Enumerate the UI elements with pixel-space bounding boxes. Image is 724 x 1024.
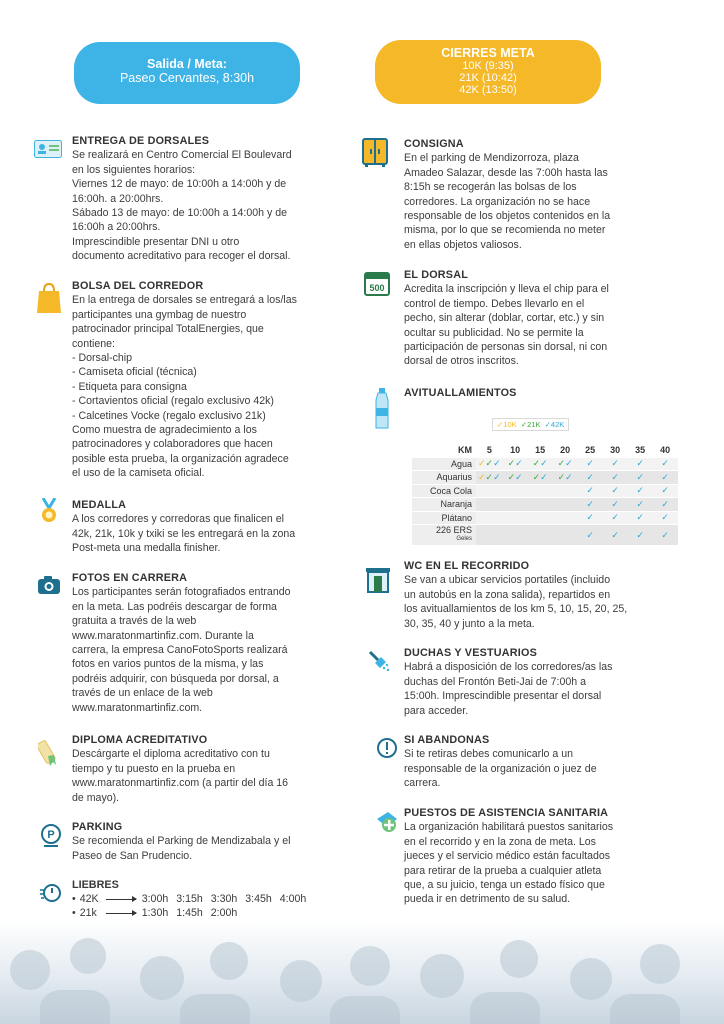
section-title: SI ABANDONAS — [404, 734, 490, 746]
check-42k-icon: ✓ — [493, 471, 501, 482]
check-cell — [553, 525, 578, 546]
pace-time: 4:00h — [279, 893, 307, 905]
check-42k-icon: ✓ — [661, 485, 669, 496]
check-cell — [578, 525, 603, 546]
avituallamientos-table — [412, 444, 678, 546]
check-cell — [503, 498, 528, 512]
check-cell — [578, 457, 603, 471]
check-cell — [653, 457, 678, 471]
liebres-row-21k: • 21k 1:30h 1:45h 2:00h — [72, 907, 238, 919]
check-42k-icon: ✓ — [636, 471, 644, 482]
pace-time: 3:15h — [176, 893, 203, 905]
arrow-icon — [106, 913, 136, 914]
check-21k-icon: ✓ — [507, 458, 516, 469]
check-cell — [578, 511, 603, 525]
pace-time: 3:30h — [210, 893, 238, 905]
section-title: PUESTOS DE ASISTENCIA SANITARIA — [404, 807, 609, 819]
cierre-10k: 10K (9:35) — [462, 60, 514, 72]
liebres-section — [72, 878, 314, 920]
section-title: BOLSA DEL CORREDOR — [72, 280, 204, 292]
item-subtitle: Geles — [456, 536, 472, 542]
liebres-distance: 42K — [79, 893, 99, 905]
duchas-section — [404, 646, 650, 718]
check-21k-icon: ✓ — [507, 471, 516, 482]
check-42k-icon: ✓ — [540, 471, 548, 482]
table-row — [412, 457, 678, 471]
check-cell — [476, 484, 503, 498]
check-42k-icon: ✓ — [661, 498, 669, 509]
section-text: En el parking de Mendizorroza, plaza Amadeo Salazar, desde las 7:00h hasta las 8:15h se recogerán las bolsas de los corredores. La organización no se hace responsable de los objetos contenidos en la misma, por lo que se recomienda no meter en ellas objetos valiosos. — [404, 152, 611, 251]
check-42k-icon: ✓ — [565, 471, 573, 482]
asistencia-sanitaria-section — [404, 806, 650, 907]
section-title: CONSIGNA — [404, 138, 464, 150]
check-42k-icon: ✓ — [515, 458, 523, 469]
km-cell: 5 — [476, 444, 503, 457]
check-42k-icon: ✓ — [661, 471, 669, 482]
liebres-distance: 21k — [79, 907, 97, 919]
table-row — [412, 525, 678, 546]
km-cell: 15 — [528, 444, 553, 457]
check-42k-icon: ✓ — [586, 512, 594, 523]
fotos-carrera-section — [72, 571, 334, 715]
avituallamientos-legend — [492, 418, 569, 431]
warning-icon — [376, 737, 398, 759]
check-cell — [603, 498, 628, 512]
section-title: DIPLOMA ACREDITATIVO — [72, 734, 208, 746]
medalla-section — [72, 498, 334, 556]
check-42k-icon: ✓ — [661, 458, 669, 469]
pace-time: 1:30h — [141, 907, 169, 919]
section-title: DUCHAS Y VESTUARIOS — [404, 647, 537, 659]
legend-10k: ✓10K — [497, 420, 517, 429]
section-text: Descárgarte el diploma acreditativo con tu tiempo y tu puesto en la prueba en www.maratonmartinfiz.com (a partir del día 16 de mayo). — [72, 748, 289, 804]
check-cell — [653, 471, 678, 485]
check-cell — [476, 511, 503, 525]
check-cell — [528, 498, 553, 512]
check-cell — [628, 498, 653, 512]
section-text: Los participantes serán fotografiados entrando en la meta. Las podréis descargar de forma gratuita a través de la web www.maratonmartinfiz.com. Durante la carrera, la empresa CanoFotoSports realizará fotos en varios puntos de la misma, y las podréis adquirir, con búsqueda por dorsal, a través de un enlace de la web www.maratonmartinfiz.com. — [72, 586, 291, 714]
table-row — [412, 498, 678, 512]
salida-meta-banner — [74, 42, 300, 104]
check-42k-icon: ✓ — [586, 471, 594, 482]
dorsal-section — [404, 268, 650, 369]
item-name: 226 ERS Geles — [412, 525, 476, 546]
check-cell — [628, 525, 653, 546]
check-cell — [603, 511, 628, 525]
item-name: Coca Cola — [412, 484, 476, 498]
table-row — [412, 471, 678, 485]
km-cell: 40 — [653, 444, 678, 457]
diploma-section — [72, 733, 334, 805]
check-21k-icon: ✓ — [532, 458, 541, 469]
salida-title: Salida / Meta: — [147, 57, 227, 71]
liebres-row-42k: • 42K 3:00h 3:15h 3:30h 3:45h 4:00h — [72, 893, 307, 905]
check-cell — [476, 471, 503, 485]
check-cell — [528, 511, 553, 525]
section-text: Acredita la inscripción y lleva el chip para el control de tiempo. Debes llevarlo en el pecho, sin alterar (doblar, cortar, etc.) y sin ocultar su publicidad. No se permite la participación de personas sin dorsal, ni con dorsal de otros inscritos. — [404, 283, 609, 368]
pace-time: 3:00h — [141, 893, 169, 905]
check-42k-icon: ✓ — [636, 512, 644, 523]
section-title: ENTREGA DE DORSALES — [72, 135, 210, 147]
id-card-icon — [34, 140, 62, 158]
camera-icon — [38, 576, 60, 594]
check-cell — [553, 498, 578, 512]
check-21k-icon: ✓ — [557, 458, 566, 469]
check-cell — [476, 498, 503, 512]
table-header-row — [412, 444, 678, 457]
check-42k-icon: ✓ — [611, 458, 619, 469]
section-title: MEDALLA — [72, 499, 127, 511]
parking-pin-icon — [40, 824, 62, 850]
bolsa-corredor-section — [72, 279, 334, 481]
avituallamientos-section — [404, 386, 650, 400]
check-cell — [578, 484, 603, 498]
race-bib-icon — [364, 272, 390, 296]
cierres-title: CIERRES META — [441, 46, 535, 60]
medical-kit-icon — [374, 810, 400, 834]
check-42k-icon: ✓ — [636, 458, 644, 469]
check-42k-icon: ✓ — [586, 529, 594, 540]
check-cell — [628, 457, 653, 471]
pace-time: 3:45h — [245, 893, 272, 905]
check-cell — [528, 457, 553, 471]
table-row — [412, 511, 678, 525]
check-cell — [503, 484, 528, 498]
check-cell — [553, 484, 578, 498]
water-bottle-icon — [374, 388, 390, 430]
check-cell — [653, 484, 678, 498]
section-title: PARKING — [72, 821, 123, 833]
shopping-bag-icon — [36, 282, 62, 314]
shower-icon — [366, 648, 392, 674]
cierre-21k: 21K (10:42) — [459, 72, 517, 84]
section-text: La organización habilitará puestos sanitarios en el recorrido y en la zona de meta. Los jueces y el servicio médico están facultados para retirar de la prueba a cualquier atleta que, a su juicio, tenga un estado físico que pueda ir en detrimento de su salud. — [404, 821, 614, 906]
km-cell: 35 — [628, 444, 653, 457]
abandonas-section — [404, 733, 650, 791]
check-42k-icon: ✓ — [493, 458, 501, 469]
check-cell — [603, 471, 628, 485]
entrega-dorsales-section — [72, 134, 334, 264]
check-cell — [503, 525, 528, 546]
consigna-section — [404, 137, 650, 252]
check-cell — [653, 511, 678, 525]
check-42k-icon: ✓ — [636, 498, 644, 509]
pace-time: 2:00h — [210, 907, 238, 919]
check-cell — [503, 511, 528, 525]
salida-place: Paseo Cervantes, 8:30h — [119, 71, 255, 85]
check-42k-icon: ✓ — [636, 529, 644, 540]
check-21k-icon: ✓ — [532, 471, 541, 482]
item-name: Plátano — [412, 511, 476, 525]
check-cell — [603, 484, 628, 498]
check-cell — [628, 511, 653, 525]
check-cell — [476, 457, 503, 471]
check-42k-icon: ✓ — [611, 529, 619, 540]
check-42k-icon: ✓ — [586, 485, 594, 496]
section-text: Se van a ubicar servicios portatiles (incluido un autobús en la zona salida), repartidos en los avituallamientos de los km 5, 10, 15, 20, 25, 30, 35, 40 y junto a la meta. — [404, 574, 628, 630]
check-cell — [653, 525, 678, 546]
section-title: LIEBRES — [72, 879, 119, 891]
item-name: Aquarius — [412, 471, 476, 485]
check-cell — [528, 525, 553, 546]
bib-number: 500 — [369, 283, 385, 293]
check-42k-icon: ✓ — [611, 498, 619, 509]
km-header: KM — [412, 444, 476, 457]
check-42k-icon: ✓ — [515, 471, 523, 482]
locker-icon — [362, 138, 388, 168]
cierres-meta-banner — [375, 40, 601, 104]
check-42k-icon: ✓ — [611, 485, 619, 496]
check-cell — [578, 498, 603, 512]
check-42k-icon: ✓ — [661, 512, 669, 523]
check-42k-icon: ✓ — [661, 529, 669, 540]
check-21k-icon: ✓ — [485, 471, 494, 482]
check-cell — [528, 471, 553, 485]
section-title: EL DORSAL — [404, 269, 468, 281]
stopwatch-icon — [40, 882, 62, 902]
svg-text:P: P — [47, 829, 55, 841]
check-42k-icon: ✓ — [611, 512, 619, 523]
section-text: Si te retiras debes comunicarlo a un responsable de la organización o juez de carrera. — [404, 748, 597, 790]
section-text: En la entrega de dorsales se entregará a los/las participantes una gymbag de nuestro patrocinador principal TotalEnergies, que contiene: - Dorsal-chip - Camiseta oficial (técnica) - Etiqueta para consigna - Cortavientos oficial (regalo exclusivo 42k) - Calcetines Vocke (regalo exclusivo 21k) Como muestra de agradecimiento a los patrocinadores y colaboradores que hacen posible esta prueba, la organización agradece el uso de la camiseta oficial. — [72, 294, 297, 480]
check-cell — [628, 484, 653, 498]
section-title: AVITUALLAMIENTOS — [404, 387, 517, 399]
check-42k-icon: ✓ — [586, 498, 594, 509]
cierre-42k: 42K (13:50) — [459, 84, 517, 96]
item-name: Naranja — [412, 498, 476, 512]
check-10k-icon: ✓ — [478, 458, 486, 469]
section-title: WC EN EL RECORRIDO — [404, 560, 530, 572]
check-cell — [578, 471, 603, 485]
runners-crowd-photo — [0, 920, 724, 1024]
pace-time: 1:45h — [176, 907, 203, 919]
section-title: FOTOS EN CARRERA — [72, 572, 188, 584]
km-cell: 20 — [553, 444, 578, 457]
arrow-icon — [106, 899, 136, 900]
parking-section — [72, 820, 334, 863]
item-name: Agua — [412, 457, 476, 471]
diploma-icon — [38, 738, 60, 768]
wc-section — [404, 559, 650, 631]
check-cell — [503, 471, 528, 485]
check-cell — [476, 525, 503, 546]
section-text: Se realizará en Centro Comercial El Boulevard en los siguientes horarios: Viernes 12 de mayo: de 10:00h a 14:00h y de 16:00h. a 20:00hrs. Sábado 13 de mayo: de 10:00h a 14:00h y de 16:00h a 20:00hrs. Imprescindible presentar DNI u otro documento acreditativo para recoger el dorsal. — [72, 149, 292, 263]
check-21k-icon: ✓ — [557, 471, 566, 482]
check-cell — [603, 457, 628, 471]
check-cell — [603, 525, 628, 546]
check-42k-icon: ✓ — [636, 485, 644, 496]
check-cell — [503, 457, 528, 471]
check-cell — [528, 484, 553, 498]
check-42k-icon: ✓ — [540, 458, 548, 469]
check-10k-icon: ✓ — [478, 471, 486, 482]
check-42k-icon: ✓ — [565, 458, 573, 469]
section-text: Se recomienda el Parking de Mendizabala y el Paseo de San Prudencio. — [72, 835, 291, 862]
medal-icon — [40, 498, 58, 524]
check-cell — [553, 471, 578, 485]
section-text: Habrá a disposición de los corredores/as las duchas del Frontón Beti-Jai de 7:00h a 15:00h. Imprescindible presentar el dorsal para acceder. — [404, 661, 613, 717]
table-row — [412, 484, 678, 498]
check-cell — [628, 471, 653, 485]
km-cell: 25 — [578, 444, 603, 457]
check-42k-icon: ✓ — [611, 471, 619, 482]
check-cell — [553, 457, 578, 471]
km-cell: 30 — [603, 444, 628, 457]
check-42k-icon: ✓ — [586, 458, 594, 469]
portable-toilet-icon — [364, 566, 392, 594]
legend-42k: ✓42K — [544, 420, 565, 429]
legend-21k: ✓21K — [520, 420, 541, 429]
check-21k-icon: ✓ — [485, 458, 494, 469]
km-cell: 10 — [503, 444, 528, 457]
check-cell — [553, 511, 578, 525]
section-text: A los corredores y corredoras que finalicen el 42k, 21k, 10k y txiki se les entregará en la zona Post-meta una medalla finisher. — [72, 513, 296, 555]
check-cell — [653, 498, 678, 512]
